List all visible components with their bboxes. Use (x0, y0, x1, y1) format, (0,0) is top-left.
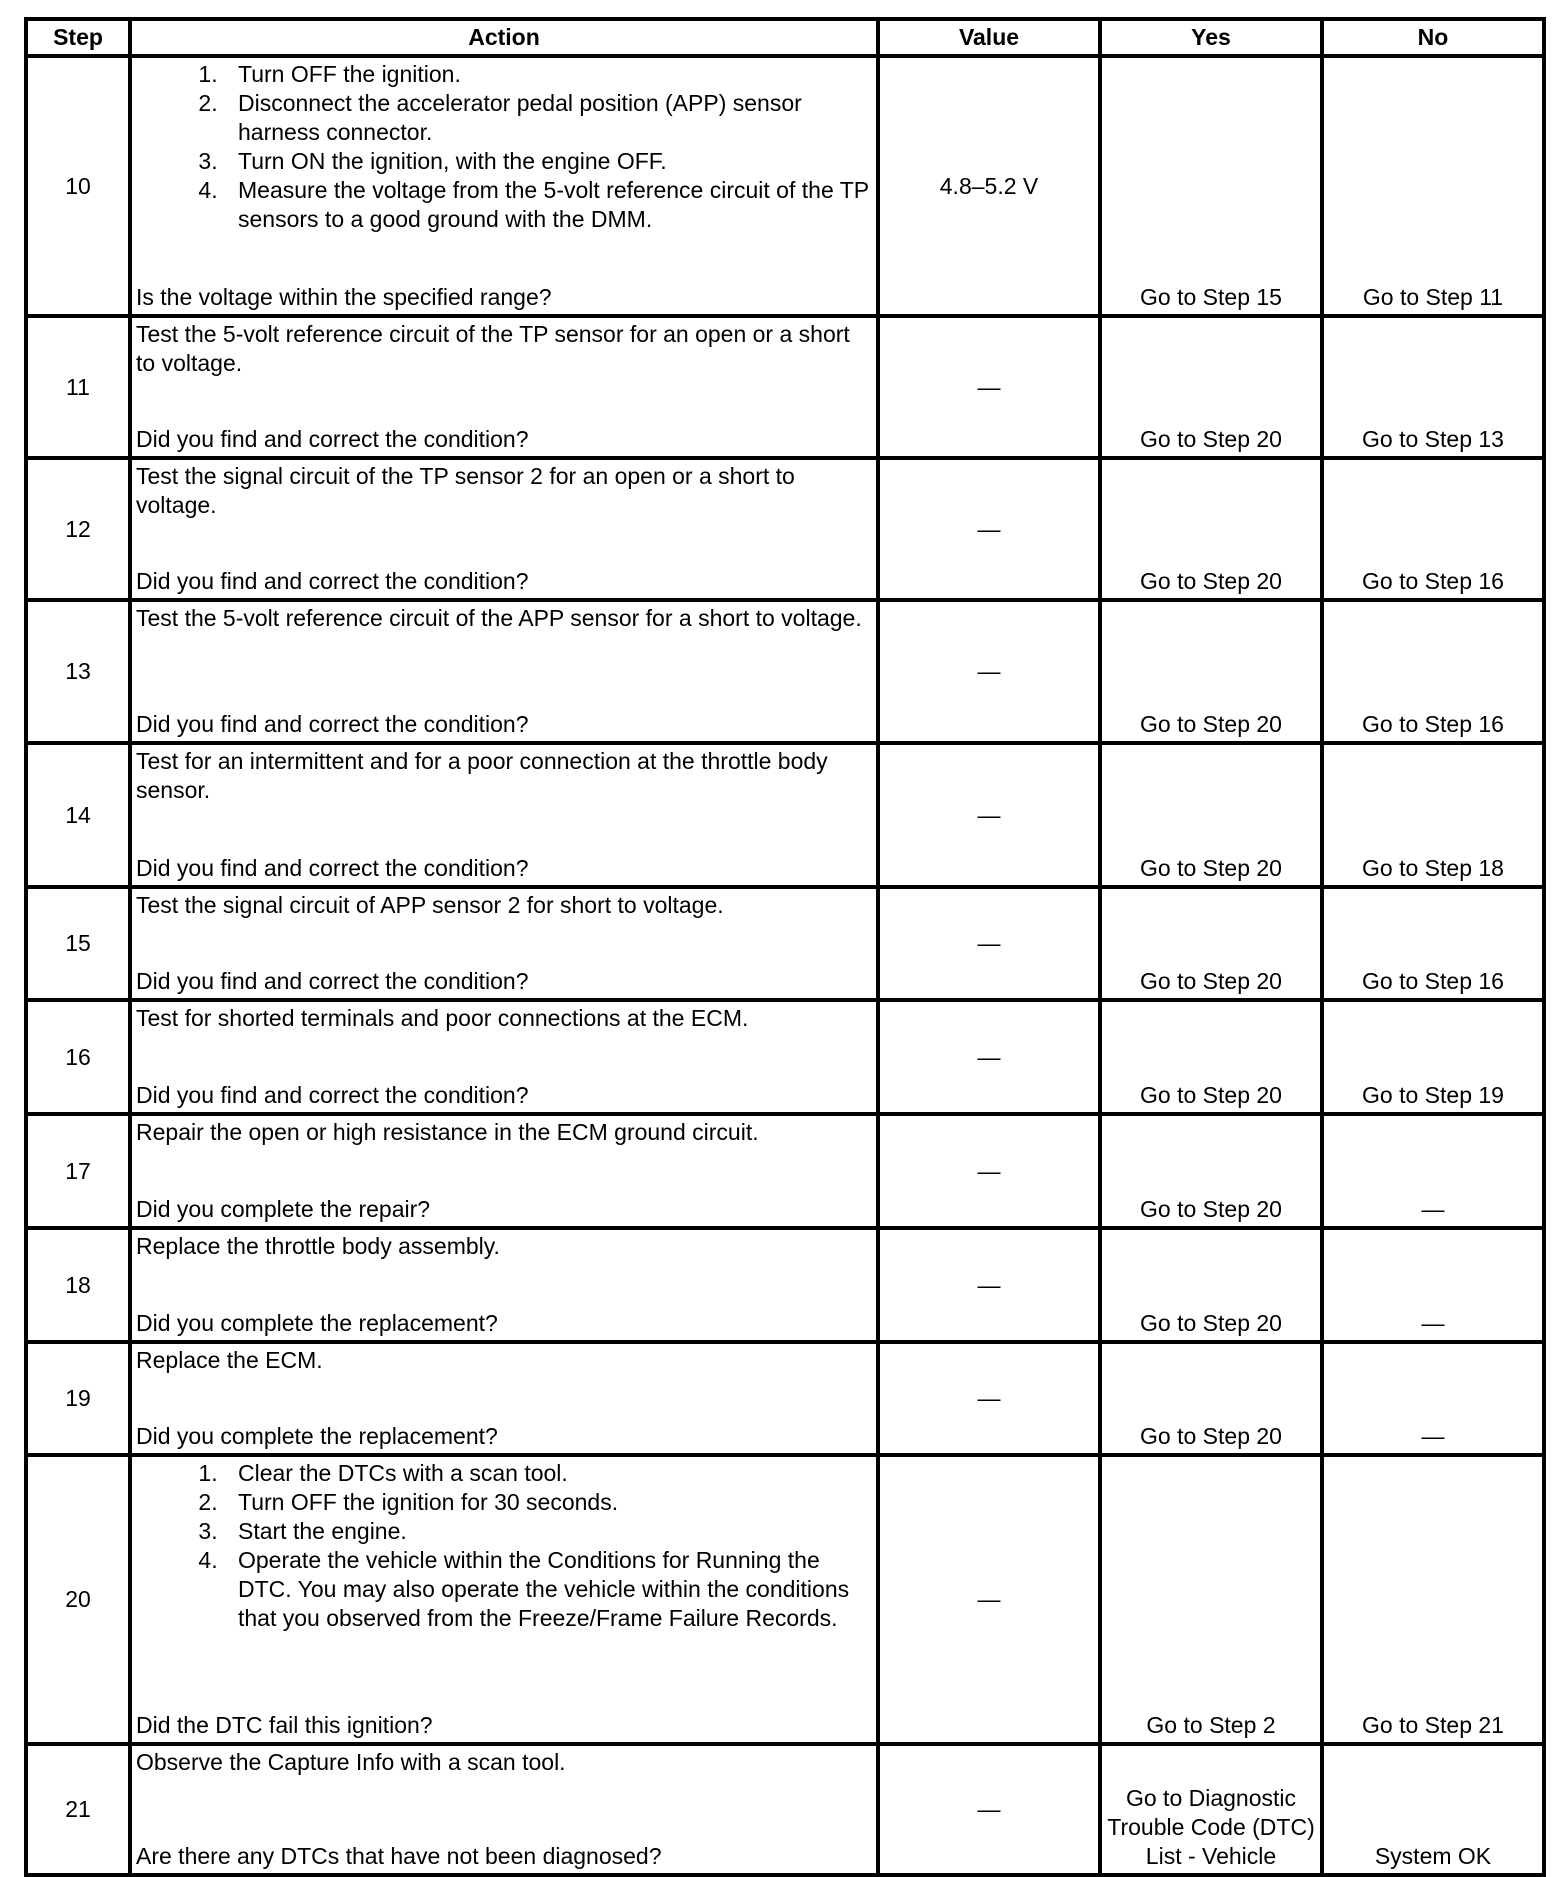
no-cell: Go to Step 13 (1322, 316, 1544, 458)
diagnostic-table (24, 17, 1546, 1877)
table-row (26, 1114, 1544, 1228)
action-question: Did you find and correct the condition? (136, 711, 529, 737)
step-number: 15 (26, 887, 130, 1000)
action-cell (130, 316, 878, 458)
action-question: Did you find and correct the condition? (136, 1082, 529, 1108)
action-text: Replace the throttle body assembly. (136, 1233, 500, 1259)
yes-cell: Go to Step 20 (1100, 1342, 1322, 1455)
action-question: Are there any DTCs that have not been diagnosed? (136, 1843, 662, 1869)
action-step: 2. Turn OFF the ignition for 30 seconds. (224, 1488, 872, 1517)
action-cell (130, 1000, 878, 1114)
table-row (26, 458, 1544, 600)
value-cell: — (878, 887, 1100, 1000)
action-question: Did you complete the repair? (136, 1196, 431, 1222)
action-text: Test the signal circuit of APP sensor 2 for short to voltage. (136, 892, 724, 918)
action-question: Did you find and correct the condition? (136, 426, 529, 452)
value-cell: — (878, 1000, 1100, 1114)
action-cell (130, 1455, 878, 1744)
yes-cell: Go to Step 20 (1100, 1000, 1322, 1114)
value-cell: — (878, 458, 1100, 600)
yes-cell: Go to Step 2 (1100, 1455, 1322, 1744)
yes-cell: Go to Step 20 (1100, 458, 1322, 600)
table-row (26, 887, 1544, 1000)
action-cell (130, 458, 878, 600)
step-number: 21 (26, 1744, 130, 1875)
yes-cell: Go to Step 20 (1100, 887, 1322, 1000)
value-cell: — (878, 600, 1100, 743)
no-cell: Go to Step 18 (1322, 743, 1544, 887)
table-row (26, 600, 1544, 743)
no-cell: Go to Step 16 (1322, 887, 1544, 1000)
table-row (26, 1228, 1544, 1342)
action-question: Did you complete the replacement? (136, 1310, 498, 1336)
action-steps (136, 1459, 872, 1633)
table-row (26, 316, 1544, 458)
no-cell: — (1322, 1342, 1544, 1455)
value-cell: 4.8–5.2 V (878, 56, 1100, 316)
action-step: 1. Turn OFF the ignition. (224, 60, 872, 89)
action-cell (130, 743, 878, 887)
action-question: Did you find and correct the condition? (136, 855, 529, 881)
action-cell (130, 1744, 878, 1875)
action-step: 2. Disconnect the accelerator pedal position (APP) sensor harness connector. (224, 89, 872, 147)
action-text: Observe the Capture Info with a scan tool. (136, 1749, 566, 1775)
action-text: Replace the ECM. (136, 1347, 323, 1373)
step-number: 12 (26, 458, 130, 600)
action-question: Did you complete the replacement? (136, 1423, 498, 1449)
yes-cell: Go to Diagnostic Trouble Code (DTC) List - Vehicle (1100, 1744, 1322, 1875)
table-row (26, 1744, 1544, 1875)
yes-cell: Go to Step 15 (1100, 56, 1322, 316)
action-question: Is the voltage within the specified range? (136, 284, 552, 310)
action-text: Test the signal circuit of the TP sensor 2 for an open or a short to voltage. (136, 463, 795, 518)
no-cell: Go to Step 11 (1322, 56, 1544, 316)
action-step: 1. Clear the DTCs with a scan tool. (224, 1459, 872, 1488)
value-cell: — (878, 743, 1100, 887)
header-row (26, 19, 1544, 56)
action-cell (130, 56, 878, 316)
table-row (26, 1342, 1544, 1455)
no-cell: Go to Step 16 (1322, 600, 1544, 743)
action-step: 3. Turn ON the ignition, with the engine OFF. (224, 147, 872, 176)
action-text: Repair the open or high resistance in the ECM ground circuit. (136, 1119, 759, 1145)
action-text: Test for shorted terminals and poor connections at the ECM. (136, 1005, 749, 1031)
value-cell: — (878, 1744, 1100, 1875)
step-number: 18 (26, 1228, 130, 1342)
action-text: Test for an intermittent and for a poor connection at the throttle body sensor. (136, 748, 828, 803)
action-text: Test the 5-volt reference circuit of the TP sensor for an open or a short to voltage. (136, 321, 850, 376)
action-question: Did you find and correct the condition? (136, 568, 529, 594)
action-cell (130, 1342, 878, 1455)
no-cell: — (1322, 1114, 1544, 1228)
action-cell (130, 887, 878, 1000)
table-row (26, 1000, 1544, 1114)
action-question: Did the DTC fail this ignition? (136, 1712, 433, 1738)
action-steps (136, 60, 872, 234)
action-text: Test the 5-volt reference circuit of the APP sensor for a short to voltage. (136, 605, 862, 631)
value-cell: — (878, 1114, 1100, 1228)
header-action: Action (130, 19, 878, 56)
no-cell: — (1322, 1228, 1544, 1342)
table-row (26, 1455, 1544, 1744)
value-cell: — (878, 1455, 1100, 1744)
value-cell: — (878, 1342, 1100, 1455)
table-row (26, 56, 1544, 316)
yes-cell: Go to Step 20 (1100, 316, 1322, 458)
step-number: 16 (26, 1000, 130, 1114)
action-cell (130, 600, 878, 743)
no-cell: Go to Step 16 (1322, 458, 1544, 600)
yes-cell: Go to Step 20 (1100, 600, 1322, 743)
action-cell (130, 1228, 878, 1342)
action-step: 3. Start the engine. (224, 1517, 872, 1546)
step-number: 17 (26, 1114, 130, 1228)
action-step: 4. Measure the voltage from the 5-volt reference circuit of the TP sensors to a good ground with the DMM. (224, 176, 872, 234)
header-value: Value (878, 19, 1100, 56)
table-row (26, 743, 1544, 887)
step-number: 14 (26, 743, 130, 887)
header-step: Step (26, 19, 130, 56)
step-number: 13 (26, 600, 130, 743)
value-cell: — (878, 1228, 1100, 1342)
action-cell (130, 1114, 878, 1228)
step-number: 20 (26, 1455, 130, 1744)
no-cell: Go to Step 19 (1322, 1000, 1544, 1114)
value-cell: — (878, 316, 1100, 458)
step-number: 10 (26, 56, 130, 316)
yes-cell: Go to Step 20 (1100, 1228, 1322, 1342)
no-cell: System OK (1322, 1744, 1544, 1875)
header-no: No (1322, 19, 1544, 56)
action-step: 4. Operate the vehicle within the Conditions for Running the DTC. You may also operate the vehicle within the conditions that you observed from the Freeze/Frame Failure Records. (224, 1546, 872, 1633)
yes-cell: Go to Step 20 (1100, 743, 1322, 887)
header-yes: Yes (1100, 19, 1322, 56)
step-number: 11 (26, 316, 130, 458)
step-number: 19 (26, 1342, 130, 1455)
yes-cell: Go to Step 20 (1100, 1114, 1322, 1228)
action-question: Did you find and correct the condition? (136, 968, 529, 994)
no-cell: Go to Step 21 (1322, 1455, 1544, 1744)
